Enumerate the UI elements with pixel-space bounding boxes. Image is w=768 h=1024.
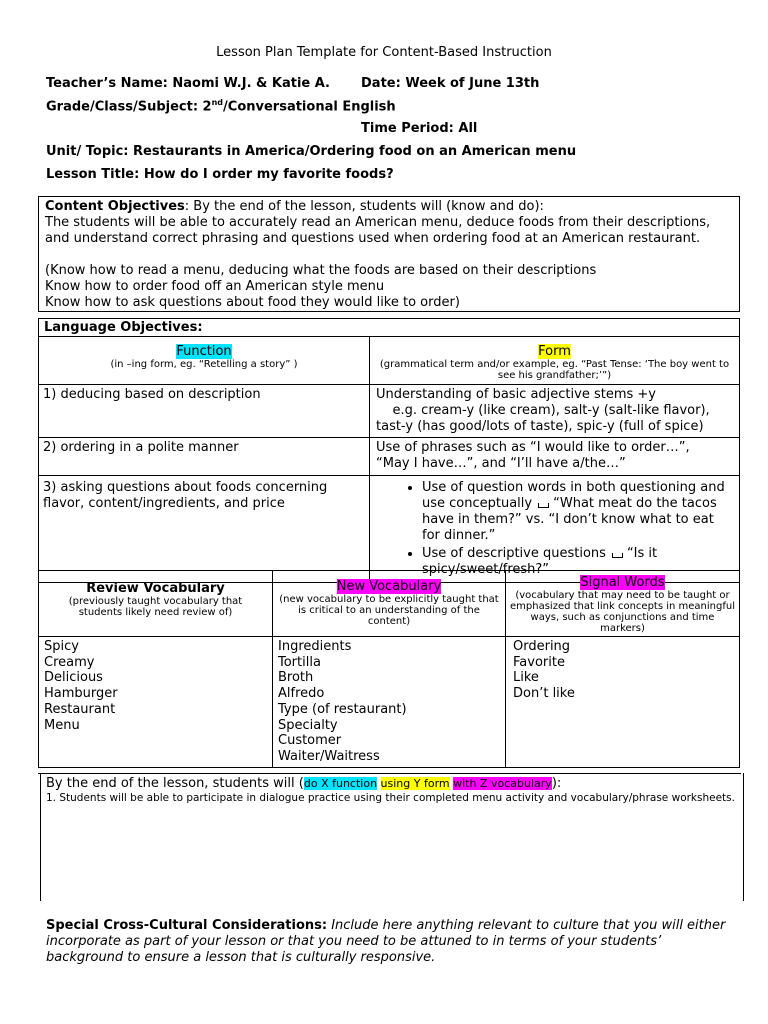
list-item: Hamburger — [44, 686, 118, 702]
list-item: Customer — [278, 733, 342, 749]
form-line: tast-y (has good/lots of taste), spic-y (full of spice) — [376, 419, 704, 434]
grade-superscript: nd — [211, 98, 224, 107]
form-line: “May I have…”, and “I’ll have a/the…” — [376, 456, 626, 471]
form-heading: Form — [538, 344, 571, 359]
form-note: (grammatical term and/or example, eg. “Past Tense: ‘The boy went to see his grandfather;’”) — [379, 359, 730, 381]
content-objectives-line: Know how to order food off an American style menu — [45, 279, 385, 294]
arrow-symbol-icon — [612, 553, 623, 558]
signal-words-note: (vocabulary that may need to be taught or emphasized that link concepts in meaningful ways, such as conjunctions and time markers) — [510, 590, 735, 634]
bullet-text: Use of descriptive questions — [422, 546, 606, 561]
list-item: Creamy — [44, 654, 95, 670]
cross-cultural-considerations — [46, 918, 736, 966]
cross-cultural-heading: Special Cross-Cultural Considerations: — [46, 918, 328, 933]
function-cell-3: 3) asking questions about foods concerning flavor, content/ingredients, and price — [39, 476, 370, 583]
list-item: Favorite — [513, 654, 565, 670]
grade-class-subject — [46, 98, 396, 114]
function-header-cell — [39, 337, 370, 385]
review-vocab-list — [39, 637, 273, 768]
new-vocab-note: (new vocabulary to be explicitly taught that is critical to an understanding of the content) — [279, 594, 499, 627]
form-line: e.g. cream-y (like cream), salt-y (salt-like flavor), — [376, 403, 710, 418]
list-item: Restaurant — [44, 701, 116, 717]
form-bullet — [422, 480, 735, 544]
vocabulary-table — [38, 570, 740, 768]
list-item: Waiter/Waitress — [278, 748, 380, 764]
list-item: Spicy — [44, 639, 79, 654]
review-vocab-header — [39, 571, 273, 637]
function-cell-2: 2) ordering in a polite manner — [39, 438, 370, 476]
outcome-close: ): — [551, 776, 562, 791]
date: Date: Week of June 13th — [361, 76, 540, 91]
list-item: Tortilla — [278, 654, 321, 670]
form-line: Use of phrases such as “I would like to order…”, — [376, 440, 690, 455]
list-item: Ordering — [513, 639, 571, 654]
list-item: Type (of restaurant) — [278, 701, 407, 717]
form-cell-3 — [370, 476, 740, 583]
function-cell-1: 1) deducing based on description — [39, 385, 370, 438]
time-period: Time Period: All — [361, 121, 478, 136]
grade-text: Grade/Class/Subject: 2 — [46, 99, 212, 115]
list-item: Ingredients — [278, 639, 352, 654]
subject-text: /Conversational English — [223, 99, 396, 115]
bullet-text: Use of question words in both questioning and use conceptually — [422, 480, 725, 511]
function-note: (in –ing form, eg. “Retelling a story” ) — [110, 359, 298, 370]
content-objectives-line: Know how to ask questions about food they would like to order) — [45, 295, 460, 310]
outcome-statement — [46, 776, 561, 791]
language-objectives-heading: Language Objectives: — [39, 319, 740, 337]
list-item: Don’t like — [513, 686, 575, 702]
unit-topic: Unit/ Topic: Restaurants in America/Ordering food on an American menu — [46, 144, 577, 159]
list-item: Specialty — [278, 717, 338, 733]
signal-words-header — [506, 571, 740, 637]
form-cell-1 — [370, 385, 740, 438]
list-item: Broth — [278, 670, 314, 686]
list-item: Delicious — [44, 670, 103, 686]
new-vocab-list — [273, 637, 506, 768]
form-line: Understanding of basic adjective stems +y — [376, 387, 656, 402]
new-vocab-header — [273, 571, 506, 637]
with-z-vocabulary: with Z vocabulary — [453, 777, 552, 790]
form-cell-2 — [370, 438, 740, 476]
list-item: Menu — [44, 717, 80, 733]
function-heading: Function — [176, 344, 232, 359]
box-left-edge — [40, 773, 41, 901]
box-right-edge — [743, 773, 744, 901]
do-x-function: do X function — [303, 777, 378, 790]
review-vocab-note: (previously taught vocabulary that students likely need review of) — [68, 596, 243, 618]
content-objectives-line: and understand correct phrasing and questions used when ordering food at an American restaurant. — [45, 231, 701, 246]
signal-words-heading: Signal Words — [580, 575, 665, 590]
review-vocab-heading: Review Vocabulary — [86, 581, 225, 596]
document-title: Lesson Plan Template for Content-Based Instruction — [216, 45, 552, 60]
new-vocab-heading: New Vocabulary — [336, 579, 442, 594]
divider — [38, 773, 741, 774]
teacher-name: Teacher’s Name: Naomi W.J. & Katie A. — [46, 76, 331, 91]
form-header-cell — [370, 337, 740, 385]
language-objectives-table — [38, 318, 740, 583]
outcome-intro: By the end of the lesson, students will ( — [46, 776, 304, 791]
arrow-symbol-icon — [538, 503, 549, 508]
content-objectives-heading: Content Objectives — [45, 199, 185, 214]
bullet-text: “What meat do the tacos have in them?” vs. “I don’t know what to eat for dinner.” — [422, 496, 717, 543]
list-item: Like — [513, 670, 539, 686]
content-objectives-line: The students will be able to accurately read an American menu, deduce foods from their descriptions, — [45, 215, 711, 230]
outcome-item-1: 1. Students will be able to participate in dialogue practice using their completed menu activity and vocabulary/phrase worksheets. — [46, 792, 735, 804]
signal-words-list — [506, 637, 740, 768]
bullet-text: “Is it spicy/sweet/fresh?” — [422, 546, 658, 577]
content-objectives-box — [38, 196, 740, 312]
using-y-form: using Y form — [380, 777, 450, 790]
content-objectives-intro: : By the end of the lesson, students will (know and do): — [184, 199, 544, 214]
content-objectives-line: (Know how to read a menu, deducing what the foods are based on their descriptions — [45, 263, 597, 278]
list-item: Alfredo — [278, 686, 325, 702]
cross-cultural-body: Include here anything relevant to culture that you will either incorporate as part of your lesson or that you need to be attuned to in terms of your students’ background to ensure a lesson that is culturally responsive. — [46, 918, 726, 965]
lesson-title: Lesson Title: How do I order my favorite foods? — [46, 167, 394, 182]
